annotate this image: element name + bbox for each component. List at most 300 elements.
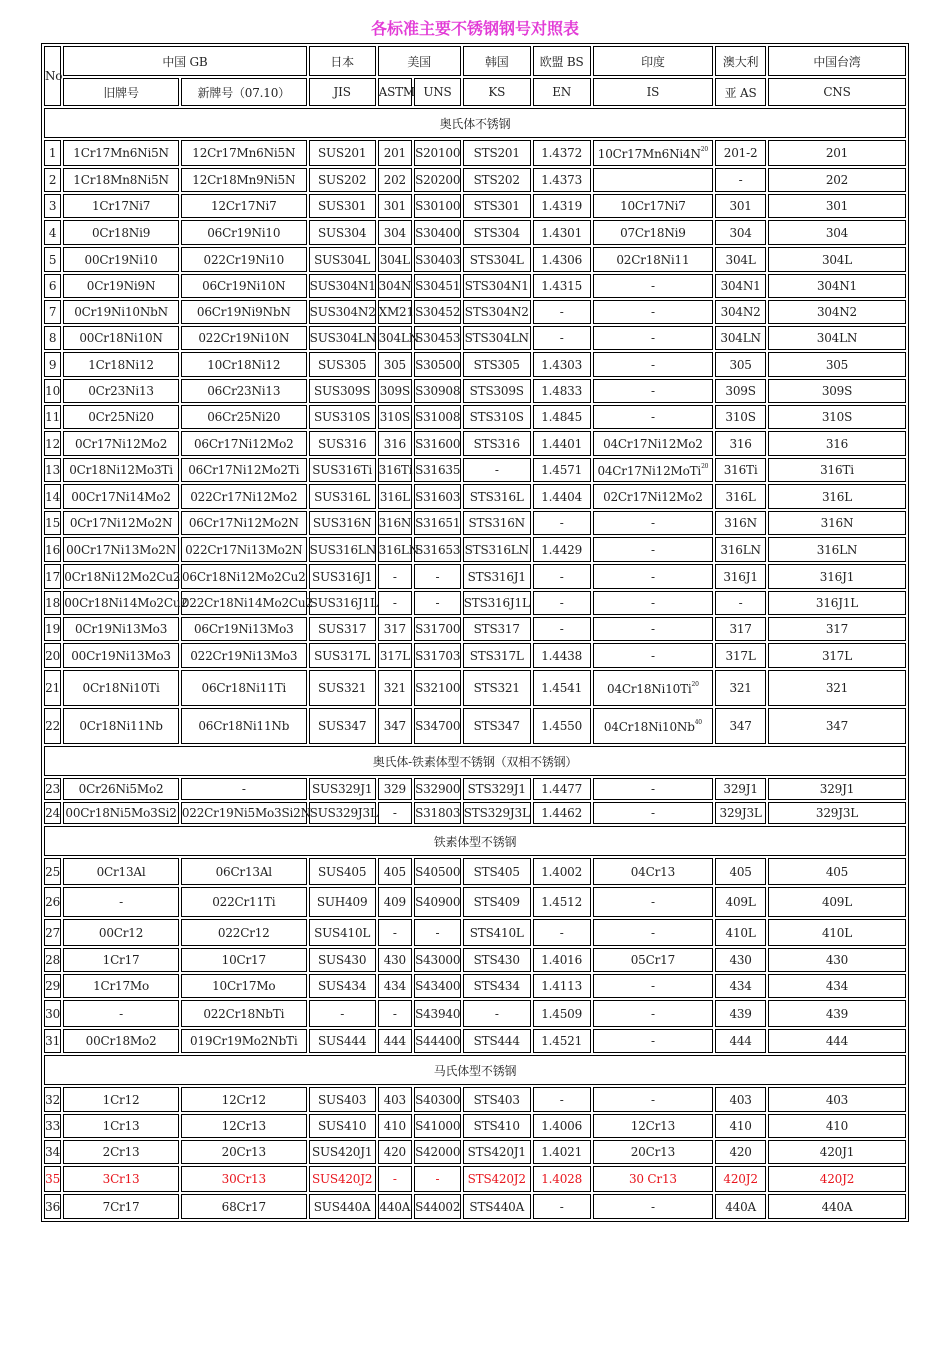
cell-old-grade: 0Cr17Ni12Mo2N — [63, 511, 179, 535]
cell-ks: STS310S — [463, 405, 531, 429]
cell-ks: STS317L — [463, 643, 531, 668]
cell-uns: - — [414, 564, 461, 589]
table-row — [44, 352, 906, 377]
cell-old-grade: 1Cr17 — [63, 948, 179, 972]
cell-row-number: 19 — [44, 617, 61, 641]
cell-is: - — [593, 274, 714, 298]
cell-is: - — [593, 300, 714, 324]
cell-uns: S40900 — [414, 887, 461, 917]
cell-row-number: 35 — [44, 1166, 61, 1192]
table-row — [44, 670, 906, 706]
cell-old-grade: 00Cr18Ni5Mo3Si2 — [63, 802, 179, 824]
cell-ks: STS444 — [463, 1029, 531, 1053]
cell-new-grade: 06Cr18Ni12Mo2Cu2 — [181, 564, 307, 589]
cell-cns: 444 — [768, 1029, 906, 1053]
cell-cns: 403 — [768, 1087, 906, 1112]
cell-astm: 440A — [378, 1194, 412, 1219]
cell-astm: 329 — [378, 778, 412, 800]
cell-cns: 304L — [768, 247, 906, 272]
cell-astm: 316L — [378, 484, 412, 509]
cell-jis: SUS321 — [309, 670, 376, 706]
cell-as: - — [715, 168, 766, 192]
cell-new-grade: 022Cr11Ti — [181, 887, 307, 917]
cell-old-grade: 1Cr17Mo — [63, 974, 179, 998]
header-new-grade: 新牌号（07.10） — [181, 78, 307, 106]
cell-new-grade: 06Cr23Ni13 — [181, 379, 307, 403]
section-title: 铁素体型不锈钢 — [44, 826, 906, 856]
cell-cns: 321 — [768, 670, 906, 706]
cell-en: 1.4401 — [533, 431, 591, 456]
cell-row-number: 12 — [44, 431, 61, 456]
section-header-row — [44, 1055, 906, 1085]
cell-is: 04Cr13 — [593, 858, 714, 885]
cell-old-grade: 0Cr18Ni12Mo3Ti — [63, 458, 179, 482]
cell-jis: SUS316LN — [309, 537, 376, 562]
cell-is: - — [593, 537, 714, 562]
cell-new-grade: 022Cr19Ni10 — [181, 247, 307, 272]
cell-cns: 440A — [768, 1194, 906, 1219]
cell-cns: 317L — [768, 643, 906, 668]
cell-is: - — [593, 802, 714, 824]
cell-is: - — [593, 778, 714, 800]
cell-en: 1.4462 — [533, 802, 591, 824]
cell-is: - — [593, 1087, 714, 1112]
cell-uns: S30453 — [414, 326, 461, 350]
cell-is: - — [593, 643, 714, 668]
cell-row-number: 10 — [44, 379, 61, 403]
cell-cns: 439 — [768, 1000, 906, 1027]
cell-en: 1.4301 — [533, 220, 591, 245]
cell-row-number: 21 — [44, 670, 61, 706]
cell-jis: SUS316L — [309, 484, 376, 509]
cell-uns: S30403 — [414, 247, 461, 272]
cell-new-grade: 12Cr18Mn9Ni5N — [181, 168, 307, 192]
cell-astm: 317 — [378, 617, 412, 641]
cell-is: 02Cr17Ni12Mo2 — [593, 484, 714, 509]
footnote-marker: 20 — [701, 462, 709, 470]
cell-jis: SUS403 — [309, 1087, 376, 1112]
cell-cns: 304 — [768, 220, 906, 245]
cell-as: 434 — [715, 974, 766, 998]
cell-new-grade: 06Cr19Ni13Mo3 — [181, 617, 307, 641]
cell-en: 1.4006 — [533, 1114, 591, 1138]
footnote-marker: 20 — [700, 145, 708, 153]
header-as: 亚 AS — [715, 78, 766, 106]
cell-as: 304N2 — [715, 300, 766, 324]
header-usa: 美国 — [378, 46, 461, 76]
cell-as: 201-2 — [715, 140, 766, 166]
cell-jis: SUS301 — [309, 194, 376, 218]
cell-new-grade: 06Cr17Ni12Mo2Ti — [181, 458, 307, 482]
table-row — [44, 194, 906, 218]
cell-cns: 316J1 — [768, 564, 906, 589]
cell-uns: S40500 — [414, 858, 461, 885]
cell-new-grade: 06Cr18Ni11Ti — [181, 670, 307, 706]
section-header-row — [44, 108, 906, 138]
cell-en: - — [533, 591, 591, 615]
cell-is: 10Cr17Ni7 — [593, 194, 714, 218]
cell-new-grade: 12Cr17Ni7 — [181, 194, 307, 218]
cell-is: - — [593, 405, 714, 429]
cell-ks: STS304LN — [463, 326, 531, 350]
cell-row-number: 32 — [44, 1087, 61, 1112]
cell-as: 316J1 — [715, 564, 766, 589]
cell-as: 301 — [715, 194, 766, 218]
cell-ks: STS309S — [463, 379, 531, 403]
cell-as: 316 — [715, 431, 766, 456]
cell-is: - — [593, 919, 714, 946]
cell-row-number: 36 — [44, 1194, 61, 1219]
cell-row-number: 24 — [44, 802, 61, 824]
cell-en: 1.4477 — [533, 778, 591, 800]
cell-uns: S30100 — [414, 194, 461, 218]
cell-astm: - — [378, 1166, 412, 1192]
cell-is: 04Cr17Ni12MoTi$^{20}$ — [593, 458, 714, 482]
header-eu-bs: 欧盟 BS — [533, 46, 591, 76]
table-row — [44, 511, 906, 535]
cell-is: - — [593, 511, 714, 535]
cell-row-number: 26 — [44, 887, 61, 917]
cell-old-grade: 0Cr17Ni12Mo2 — [63, 431, 179, 456]
cell-jis: SUS405 — [309, 858, 376, 885]
cell-uns: S31703 — [414, 643, 461, 668]
cell-cns: 430 — [768, 948, 906, 972]
cell-astm: 403 — [378, 1087, 412, 1112]
cell-is: 04Cr17Ni12Mo2 — [593, 431, 714, 456]
cell-new-grade: 10Cr18Ni12 — [181, 352, 307, 377]
cell-old-grade: 3Cr13 — [63, 1166, 179, 1192]
cell-astm: 304 — [378, 220, 412, 245]
cell-jis: SUS304 — [309, 220, 376, 245]
cell-old-grade: 1Cr18Mn8Ni5N — [63, 168, 179, 192]
cell-new-grade: 022Cr19Ni5Mo3Si2N — [181, 802, 307, 824]
cell-en: 1.4438 — [533, 643, 591, 668]
cell-is: - — [593, 1000, 714, 1027]
cell-jis: SUS420J2 — [309, 1166, 376, 1192]
cell-new-grade: 06Cr19Ni10 — [181, 220, 307, 245]
cell-old-grade: 00Cr18Ni10N — [63, 326, 179, 350]
table-row — [44, 802, 906, 824]
cell-jis: - — [309, 1000, 376, 1027]
cell-old-grade: 0Cr25Ni20 — [63, 405, 179, 429]
cell-astm: - — [378, 802, 412, 824]
cell-jis: SUS317 — [309, 617, 376, 641]
cell-row-number: 22 — [44, 708, 61, 744]
cell-as: 430 — [715, 948, 766, 972]
cell-astm: - — [378, 591, 412, 615]
cell-jis: SUS329J1 — [309, 778, 376, 800]
table-row — [44, 1140, 906, 1164]
header-india: 印度 — [593, 46, 714, 76]
cell-is: 30 Cr13 — [593, 1166, 714, 1192]
table-row — [44, 887, 906, 917]
cell-uns: S41000 — [414, 1114, 461, 1138]
cell-cns: 316LN — [768, 537, 906, 562]
table-row — [44, 168, 906, 192]
cell-jis: SUS316 — [309, 431, 376, 456]
cell-old-grade: 00Cr18Ni14Mo2Cu2 — [63, 591, 179, 615]
cell-ks: STS202 — [463, 168, 531, 192]
cell-en: - — [533, 617, 591, 641]
cell-ks: STS410 — [463, 1114, 531, 1138]
cell-cns: 304LN — [768, 326, 906, 350]
cell-ks: STS329J1 — [463, 778, 531, 800]
cell-cns: 316J1L — [768, 591, 906, 615]
cell-cns: 409L — [768, 887, 906, 917]
cell-uns: - — [414, 1166, 461, 1192]
cell-uns: S32100 — [414, 670, 461, 706]
cell-as: 310S — [715, 405, 766, 429]
cell-astm: XM21 — [378, 300, 412, 324]
cell-row-number: 28 — [44, 948, 61, 972]
cell-is: 04Cr18Ni10Ti$^{20}$ — [593, 670, 714, 706]
cell-jis: SUS201 — [309, 140, 376, 166]
cell-as: 304LN — [715, 326, 766, 350]
cell-en: - — [533, 300, 591, 324]
cell-cns: 410 — [768, 1114, 906, 1138]
cell-en: 1.4404 — [533, 484, 591, 509]
cell-ks: STS316J1L — [463, 591, 531, 615]
cell-old-grade: 7Cr17 — [63, 1194, 179, 1219]
header-japan: 日本 — [309, 46, 376, 76]
cell-uns: S31600 — [414, 431, 461, 456]
section-title: 奥氏体-铁素体型不锈钢（双相不锈钢） — [44, 746, 906, 776]
cell-old-grade: 0Cr19Ni10NbN — [63, 300, 179, 324]
cell-ks: STS440A — [463, 1194, 531, 1219]
cell-jis: SUS304L — [309, 247, 376, 272]
cell-new-grade: 10Cr17 — [181, 948, 307, 972]
cell-new-grade: 06Cr13Al — [181, 858, 307, 885]
table-row — [44, 974, 906, 998]
cell-astm: 301 — [378, 194, 412, 218]
cell-en: - — [533, 1087, 591, 1112]
cell-cns: 347 — [768, 708, 906, 744]
cell-is: - — [593, 326, 714, 350]
cell-ks: STS329J3L — [463, 802, 531, 824]
cell-old-grade: 0Cr13Al — [63, 858, 179, 885]
cell-uns: S44400 — [414, 1029, 461, 1053]
cell-row-number: 33 — [44, 1114, 61, 1138]
cell-cns: 305 — [768, 352, 906, 377]
cell-as: 317L — [715, 643, 766, 668]
cell-is: - — [593, 1029, 714, 1053]
cell-cns: 410L — [768, 919, 906, 946]
cell-ks: STS201 — [463, 140, 531, 166]
cell-jis: SUS420J1 — [309, 1140, 376, 1164]
cell-ks: STS409 — [463, 887, 531, 917]
cell-new-grade: 12Cr17Mn6Ni5N — [181, 140, 307, 166]
cell-en: - — [533, 511, 591, 535]
cell-ks: STS316L — [463, 484, 531, 509]
cell-ks: STS304 — [463, 220, 531, 245]
cell-old-grade: 00Cr17Ni13Mo2N — [63, 537, 179, 562]
cell-astm: 309S — [378, 379, 412, 403]
cell-en: 1.4373 — [533, 168, 591, 192]
cell-new-grade: 06Cr17Ni12Mo2N — [181, 511, 307, 535]
cell-as: 321 — [715, 670, 766, 706]
cell-row-number: 25 — [44, 858, 61, 885]
cell-uns: S42000 — [414, 1140, 461, 1164]
cell-row-number: 9 — [44, 352, 61, 377]
cell-astm: 316LN — [378, 537, 412, 562]
cell-jis: SUS316J1L — [309, 591, 376, 615]
cell-is: - — [593, 379, 714, 403]
cell-en: 1.4002 — [533, 858, 591, 885]
cell-ks: STS316LN — [463, 537, 531, 562]
cell-jis: SUS316N — [309, 511, 376, 535]
cell-uns: S30908 — [414, 379, 461, 403]
cell-en: 1.4113 — [533, 974, 591, 998]
cell-as: 316Ti — [715, 458, 766, 482]
cell-jis: SUS440A — [309, 1194, 376, 1219]
cell-old-grade: 1Cr17Ni7 — [63, 194, 179, 218]
cell-cns: 202 — [768, 168, 906, 192]
cell-en: 1.4016 — [533, 948, 591, 972]
cell-uns: S31603 — [414, 484, 461, 509]
cell-row-number: 2 — [44, 168, 61, 192]
cell-new-grade: 022Cr19Ni13Mo3 — [181, 643, 307, 668]
cell-row-number: 7 — [44, 300, 61, 324]
cell-jis: SUS316J1 — [309, 564, 376, 589]
header-astm: ASTM — [378, 78, 412, 106]
cell-cns: 304N1 — [768, 274, 906, 298]
table-row — [44, 247, 906, 272]
table-row — [44, 1000, 906, 1027]
section-header-row — [44, 746, 906, 776]
section-header-row — [44, 826, 906, 856]
cell-astm: 434 — [378, 974, 412, 998]
cell-uns: S30452 — [414, 300, 461, 324]
table-row — [44, 1087, 906, 1112]
cell-old-grade: 0Cr18Ni9 — [63, 220, 179, 245]
cell-old-grade: 0Cr18Ni10Ti — [63, 670, 179, 706]
cell-astm: 444 — [378, 1029, 412, 1053]
cell-astm: 321 — [378, 670, 412, 706]
header-en: EN — [533, 78, 591, 106]
cell-uns: S34700 — [414, 708, 461, 744]
header-row-2 — [44, 78, 906, 106]
header-jis: JIS — [309, 78, 376, 106]
table-row — [44, 274, 906, 298]
table-row — [44, 1029, 906, 1053]
cell-as: 305 — [715, 352, 766, 377]
cell-as: 420 — [715, 1140, 766, 1164]
cell-is: 04Cr18Ni10Nb$^{40}$ — [593, 708, 714, 744]
table-row — [44, 948, 906, 972]
cell-as: 316N — [715, 511, 766, 535]
cell-uns: S31803 — [414, 802, 461, 824]
cell-ks: STS304N2 — [463, 300, 531, 324]
cell-cns: 310S — [768, 405, 906, 429]
cell-en: - — [533, 919, 591, 946]
cell-old-grade: 00Cr19Ni10 — [63, 247, 179, 272]
cell-en: 1.4021 — [533, 1140, 591, 1164]
cell-row-number: 6 — [44, 274, 61, 298]
footnote-marker: 40 — [694, 718, 702, 726]
cell-is: 20Cr13 — [593, 1140, 714, 1164]
cell-en: 1.4833 — [533, 379, 591, 403]
table-row — [44, 300, 906, 324]
cell-uns: S31700 — [414, 617, 461, 641]
cell-ks: STS316N — [463, 511, 531, 535]
page-title: 各标准主要不锈钢钢号对照表 — [370, 19, 579, 38]
cell-jis: SUS309S — [309, 379, 376, 403]
cell-as: 304N1 — [715, 274, 766, 298]
cell-en: 1.4509 — [533, 1000, 591, 1027]
cell-old-grade: 0Cr26Ni5Mo2 — [63, 778, 179, 800]
cell-is: - — [593, 617, 714, 641]
cell-as: 405 — [715, 858, 766, 885]
cell-new-grade: 022Cr18Ni14Mo2Cu2 — [181, 591, 307, 615]
cell-jis: SUS317L — [309, 643, 376, 668]
table-row — [44, 858, 906, 885]
cell-new-grade: 022Cr12 — [181, 919, 307, 946]
cell-cns: 329J3L — [768, 802, 906, 824]
cell-astm: 316Ti — [378, 458, 412, 482]
header-ks: KS — [463, 78, 531, 106]
cell-cns: 316L — [768, 484, 906, 509]
cell-old-grade: 0Cr23Ni13 — [63, 379, 179, 403]
cell-row-number: 14 — [44, 484, 61, 509]
cell-as: 420J2 — [715, 1166, 766, 1192]
cell-jis: SUS305 — [309, 352, 376, 377]
table-row — [44, 1166, 906, 1192]
cell-as: 440A — [715, 1194, 766, 1219]
header-cns: CNS — [768, 78, 906, 106]
cell-old-grade: - — [63, 1000, 179, 1027]
cell-new-grade: 10Cr17Mo — [181, 974, 307, 998]
cell-astm: 316N — [378, 511, 412, 535]
cell-astm: 304LN — [378, 326, 412, 350]
cell-astm: 202 — [378, 168, 412, 192]
cell-old-grade: 1Cr18Ni12 — [63, 352, 179, 377]
cell-old-grade: 1Cr17Mn6Ni5N — [63, 140, 179, 166]
cell-cns: 309S — [768, 379, 906, 403]
cell-astm: 410 — [378, 1114, 412, 1138]
cell-new-grade: 06Cr18Ni11Nb — [181, 708, 307, 744]
cell-ks: STS403 — [463, 1087, 531, 1112]
table-row — [44, 405, 906, 429]
cell-row-number: 13 — [44, 458, 61, 482]
cell-old-grade: 1Cr12 — [63, 1087, 179, 1112]
header-no: No — [44, 46, 61, 106]
cell-row-number: 20 — [44, 643, 61, 668]
cell-en: 1.4372 — [533, 140, 591, 166]
cell-uns: S30400 — [414, 220, 461, 245]
cell-astm: 304L — [378, 247, 412, 272]
cell-ks: STS304L — [463, 247, 531, 272]
cell-astm: 420 — [378, 1140, 412, 1164]
cell-astm: 316 — [378, 431, 412, 456]
cell-en: 1.4845 — [533, 405, 591, 429]
cell-new-grade: 022Cr18NbTi — [181, 1000, 307, 1027]
cell-cns: 420J2 — [768, 1166, 906, 1192]
cell-new-grade: 06Cr19Ni9NbN — [181, 300, 307, 324]
cell-en: 1.4319 — [533, 194, 591, 218]
cell-en: 1.4512 — [533, 887, 591, 917]
cell-is: - — [593, 591, 714, 615]
cell-row-number: 23 — [44, 778, 61, 800]
cell-uns: S20200 — [414, 168, 461, 192]
cell-as: 439 — [715, 1000, 766, 1027]
cell-uns: S20100 — [414, 140, 461, 166]
cell-astm: 405 — [378, 858, 412, 885]
table-row — [44, 643, 906, 668]
cell-old-grade: 0Cr18Ni11Nb — [63, 708, 179, 744]
steel-grade-comparison-table — [41, 43, 909, 1222]
cell-row-number: 34 — [44, 1140, 61, 1164]
cell-row-number: 4 — [44, 220, 61, 245]
